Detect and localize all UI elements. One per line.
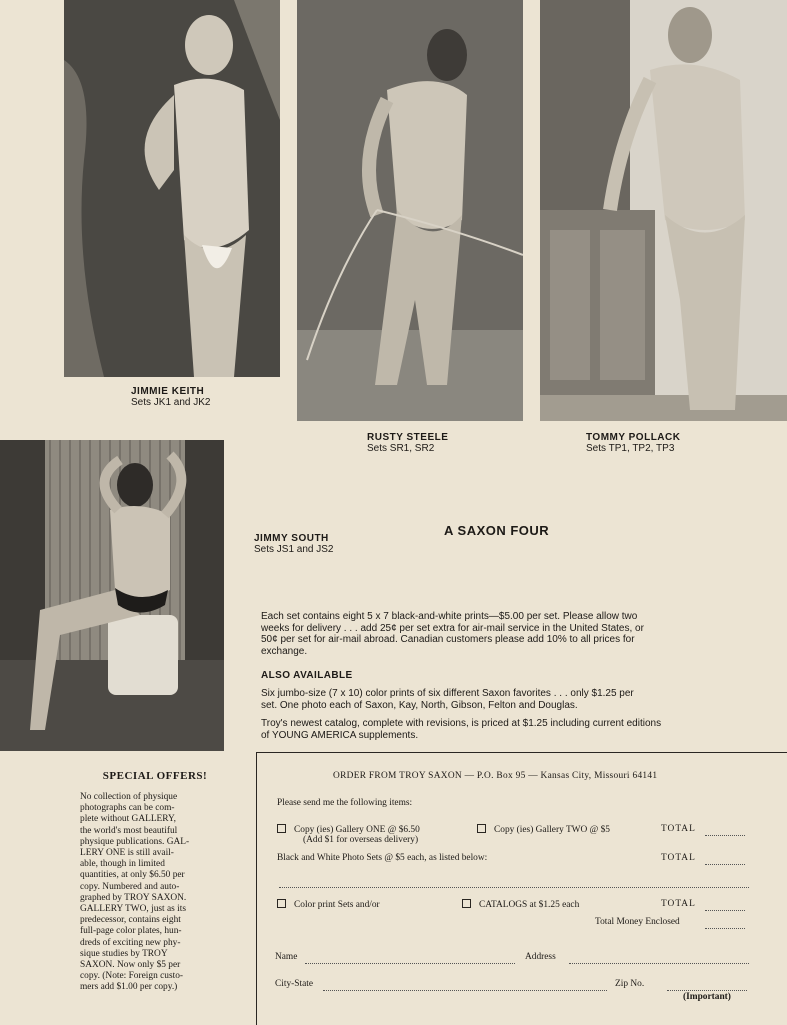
order-form bbox=[256, 752, 787, 1025]
address-field[interactable] bbox=[569, 963, 749, 964]
color-sets-label: Color print Sets and/or bbox=[294, 900, 380, 910]
color-sets-row bbox=[277, 899, 380, 910]
text-line: able, though in limited bbox=[80, 859, 165, 870]
text-line: Six jumbo-size (7 x 10) color prints of six different Saxon favorites . . . only $1.25 per bbox=[261, 688, 634, 699]
text-line: Each set contains eight 5 x 7 black-and-white prints—$5.00 per set. Please allow two bbox=[261, 611, 638, 622]
caption-jimmie-keith bbox=[131, 386, 211, 408]
photo-jimmy-south bbox=[0, 440, 224, 751]
gallery-two-row bbox=[477, 824, 610, 835]
gallery-one-label: Copy (ies) Gallery ONE @ $6.50 bbox=[294, 825, 420, 835]
color-sets-checkbox[interactable] bbox=[277, 899, 286, 908]
gallery-total-label: TOTAL bbox=[661, 824, 696, 834]
text-line: graphed by TROY SAXON. bbox=[80, 892, 187, 903]
caption-tommy-pollack bbox=[586, 432, 680, 454]
important-note: (Important) bbox=[683, 992, 731, 1002]
text-line: exchange. bbox=[261, 645, 308, 657]
page-title: A SAXON FOUR bbox=[444, 523, 550, 538]
text-line: predecessor, contains eight bbox=[80, 915, 181, 926]
text-line: Troy's newest catalog, complete with revisions, is priced at $1.25 including current editions bbox=[261, 718, 662, 729]
caption-jimmy-south bbox=[254, 533, 334, 555]
money-enclosed-label: Total Money Enclosed bbox=[595, 917, 680, 927]
zip-label: Zip No. bbox=[615, 979, 645, 989]
text-line: mers add $1.00 per copy.) bbox=[80, 982, 178, 993]
text-line: dreds of exciting new phy- bbox=[80, 937, 181, 948]
bw-sets-field[interactable] bbox=[279, 887, 749, 888]
photo-rusty-steele bbox=[297, 0, 523, 421]
gallery-one-note: (Add $1 for overseas delivery) bbox=[303, 835, 419, 845]
color-total-field[interactable] bbox=[705, 910, 745, 911]
address-label: Address bbox=[525, 952, 556, 962]
model-name: JIMMIE KEITH bbox=[131, 386, 205, 397]
text-line: GALLERY TWO, just as its bbox=[80, 904, 186, 915]
photo-jimmie-keith bbox=[64, 0, 280, 377]
name-field[interactable] bbox=[305, 963, 515, 964]
catalogs-label: CATALOGS at $1.25 each bbox=[479, 900, 580, 910]
text-line: weeks for delivery . . . add 25¢ per set extra for air-mail service in the United States, or bbox=[261, 622, 644, 634]
order-form-header: ORDER FROM TROY SAXON — P.O. Box 95 — Kansas City, Missouri 64141 bbox=[333, 771, 658, 781]
caption-rusty-steele bbox=[367, 432, 448, 454]
text-line: 50¢ per set for air-mail abroad. Canadian customers please add 10% to all prices for bbox=[261, 634, 635, 646]
zip-field[interactable] bbox=[667, 990, 747, 991]
special-offers-heading: SPECIAL OFFERS! bbox=[102, 770, 208, 782]
text-line: set. One photo each of Saxon, Kay, North, Gibson, Felton and Douglas. bbox=[261, 699, 578, 711]
catalogs-row bbox=[462, 899, 579, 910]
gallery-total-field[interactable] bbox=[705, 835, 745, 836]
special-offers bbox=[80, 770, 230, 994]
photo-tommy-pollack bbox=[540, 0, 787, 421]
bw-total-label: TOTAL bbox=[661, 853, 696, 863]
gallery-two-checkbox[interactable] bbox=[477, 824, 486, 833]
text-line: SAXON. Now only $5 per bbox=[80, 960, 181, 971]
also-available-heading: ALSO AVAILABLE bbox=[261, 670, 353, 681]
model-name: RUSTY STEELE bbox=[367, 432, 449, 443]
order-form-intro: Please send me the following items: bbox=[277, 798, 413, 808]
text-line: the world's most beautiful bbox=[80, 825, 178, 836]
text-line: physique publications. GAL- bbox=[80, 836, 190, 847]
model-sets: Sets JK1 and JK2 bbox=[131, 397, 211, 408]
text-line: sique studies by TROY bbox=[80, 948, 168, 959]
text-line: of YOUNG AMERICA supplements. bbox=[261, 729, 419, 741]
text-line: plete without GALLERY, bbox=[80, 814, 176, 825]
pricing-paragraph bbox=[261, 611, 771, 657]
model-sets: Sets TP1, TP2, TP3 bbox=[586, 443, 675, 454]
catalog-paragraph bbox=[261, 718, 771, 741]
city-state-field[interactable] bbox=[323, 990, 607, 991]
color-prints-paragraph bbox=[261, 688, 771, 711]
bw-total-field[interactable] bbox=[705, 864, 745, 865]
name-label: Name bbox=[275, 952, 298, 962]
text-line: copy. (Note: Foreign custo- bbox=[80, 971, 184, 982]
gallery-one-row bbox=[277, 824, 420, 835]
gallery-two-label: Copy (ies) Gallery TWO @ $5 bbox=[494, 825, 610, 835]
gallery-one-checkbox[interactable] bbox=[277, 824, 286, 833]
catalogs-checkbox[interactable] bbox=[462, 899, 471, 908]
special-offers-text bbox=[80, 792, 230, 994]
text-line: photographs can be com- bbox=[80, 803, 175, 814]
model-sets: Sets SR1, SR2 bbox=[367, 443, 435, 454]
text-line: copy. Numbered and auto- bbox=[80, 881, 180, 892]
bw-sets-label: Black and White Photo Sets @ $5 each, as listed below: bbox=[277, 853, 488, 863]
text-line: No collection of physique bbox=[80, 792, 178, 802]
text-line: LERY ONE is still avail- bbox=[80, 848, 174, 859]
city-state-label: City-State bbox=[275, 979, 314, 989]
text-line: full-page color plates, hun- bbox=[80, 926, 182, 937]
model-sets: Sets JS1 and JS2 bbox=[254, 544, 334, 555]
model-name: JIMMY SOUTH bbox=[254, 533, 329, 544]
color-total-label: TOTAL bbox=[661, 899, 696, 909]
model-name: TOMMY POLLACK bbox=[586, 432, 681, 443]
money-enclosed-field[interactable] bbox=[705, 928, 745, 929]
text-line: quantities, at only $6.50 per bbox=[80, 870, 185, 881]
